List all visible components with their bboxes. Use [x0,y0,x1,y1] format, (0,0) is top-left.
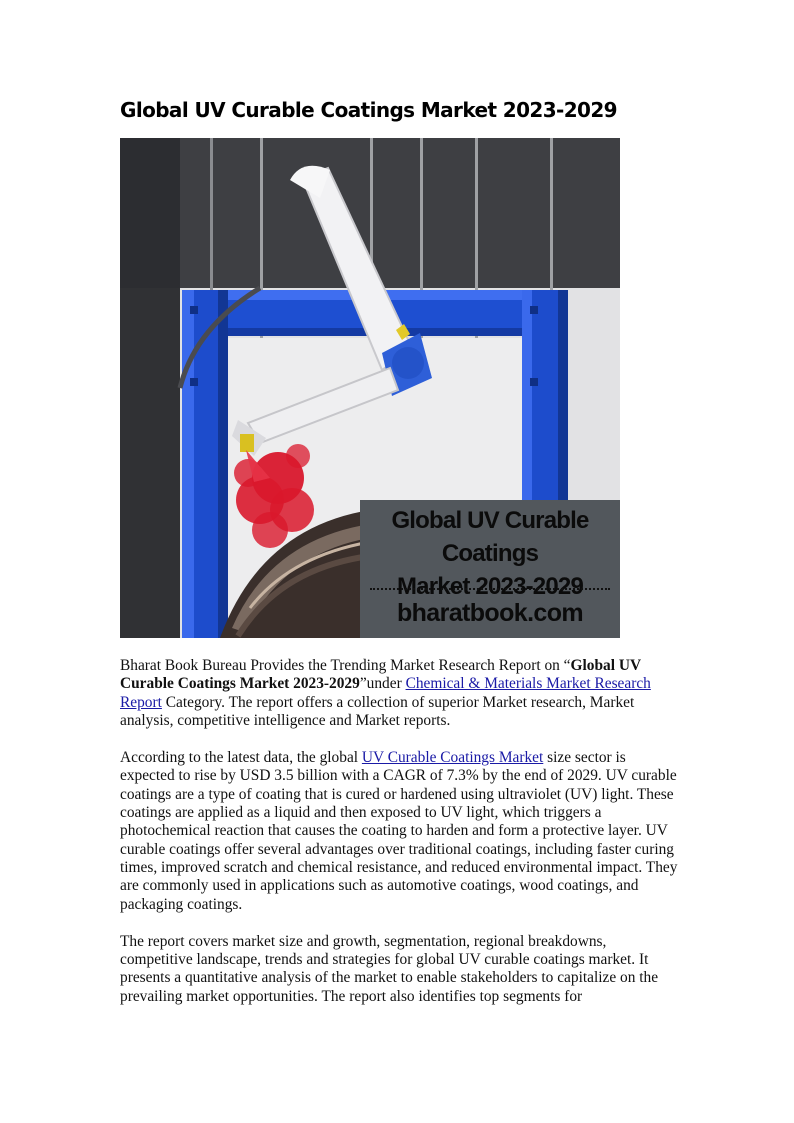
paragraph-intro-text: Bharat Book Bureau Provides the Trending Market Research Report on “ [120,657,571,674]
banner-title: Global UV Curable Coatings Market 2023-2029 [391,507,589,600]
paragraph-report-coverage: The report covers market size and growth, segmentation, regional breakdowns, competitive landscape, trends and strategies for global UV curable coatings market. It presents a quantitative analysis of the market to enable stakeholders to capitalize on the prevailing market opportunities. The report also identifies top segments for [120,932,659,1005]
article-body [120,657,682,1025]
banner-divider [370,588,610,590]
market-link[interactable]: UV Curable Coatings Market [361,749,544,767]
paragraph-market-rest: size sector is expected to rise by USD 3.5 billion with a CAGR of 7.3% by the end of 2029. UV curable coatings are a type of coating that is cured or hardened using ultraviolet (UV) light. These coatings are applied as a liquid and then exposed to UV light, which triggers a photochemical reaction that causes the coating to harden and form a protective layer. UV curable coatings offer several advantages over traditional coatings, including faster curing times, improved scratch and chemical resistance, and reduced environmental impact. They are commonly used in applications such as automotive coatings, wood coatings, and packaging coatings. [120,749,678,913]
banner-website: bharatbook.com [396,599,584,627]
report-title-bold: Global UV Curable Coatings Market 2023-2029 [120,657,641,693]
report-banner [360,500,620,638]
category-link[interactable]: Chemical & Materials Market Research Report [120,675,651,711]
paragraph-market-overview [120,749,682,914]
hero-image [120,138,620,638]
paragraph-intro-rest: Category. The report offers a collection of superior Market research, Market analysis, competitive intelligence and Market reports. [120,693,635,729]
paragraph-intro [120,657,682,730]
paragraph-intro-joiner: ”under [359,675,406,693]
paragraph-market-intro: According to the latest data, the global [120,749,362,767]
document-title: Global UV Curable Coatings Market 2023-2029 [120,98,617,122]
